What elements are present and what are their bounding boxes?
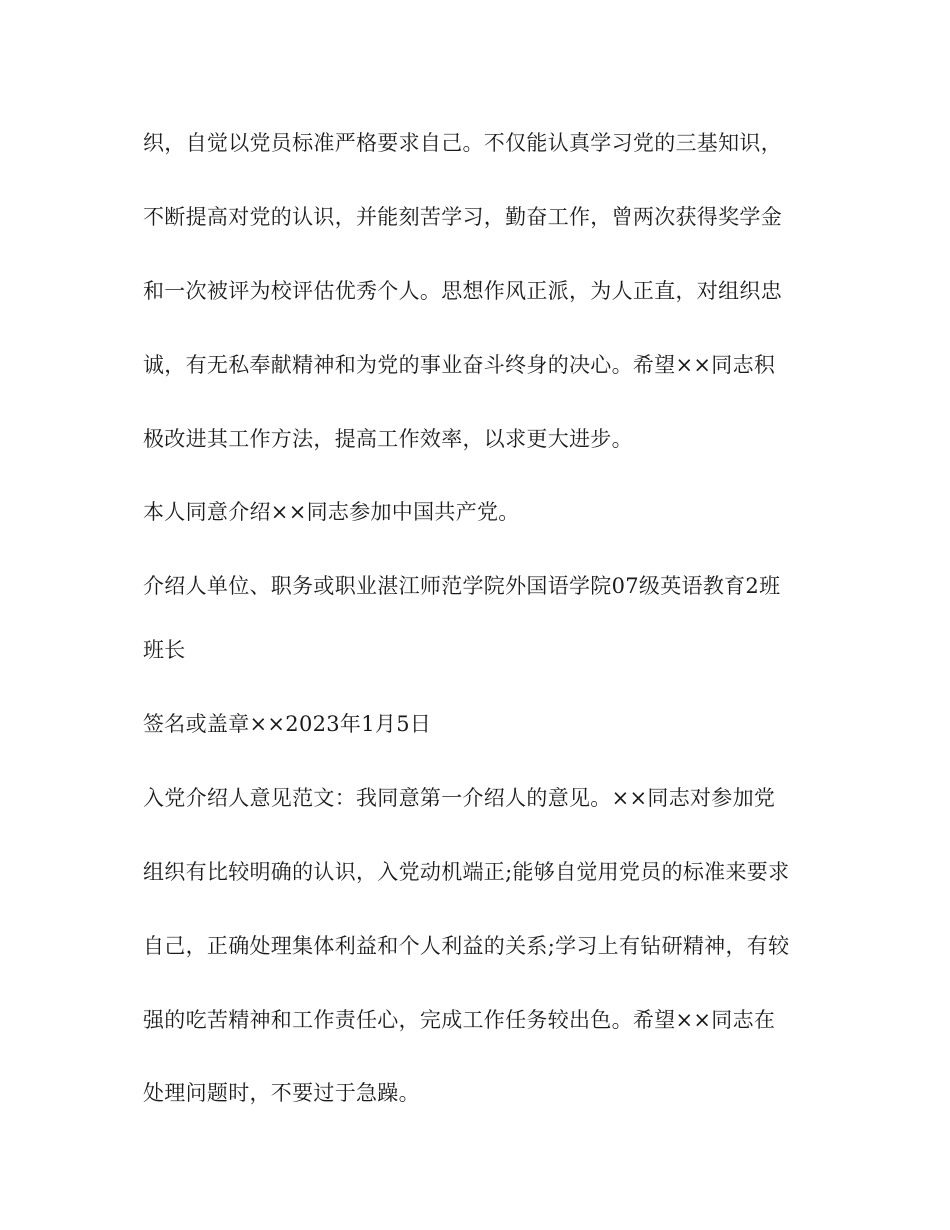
- text-line: 介绍人单位、职务或职业湛江师范学院外国语学院07级英语教育2班: [143, 574, 781, 598]
- text-line: 强的吃苦精神和工作责任心，完成工作任务较出色。希望××同志在: [143, 1008, 776, 1032]
- text-line: 签名或盖章××2023年1月5日: [143, 712, 432, 736]
- text-line: 诚，有无私奉献精神和为党的事业奋斗终身的决心。希望××同志积: [143, 353, 776, 377]
- text-line: 处理问题时，不要过于急躁。: [143, 1081, 420, 1105]
- text-line: 入党介绍人意见范文：我同意第一介绍人的意见。××同志对参加党: [143, 786, 776, 810]
- text-line: 班长: [143, 638, 186, 662]
- text-line: 本人同意介绍××同志参加中国共产党。: [143, 500, 520, 524]
- text-line: 不断提高对党的认识，并能刻苦学习，勤奋工作，曾两次获得奖学金: [143, 205, 782, 229]
- text-line: 自己，正确处理集体利益和个人利益的关系;学习上有钻研精神，有较: [143, 934, 790, 958]
- text-line: 和一次被评为校评估优秀个人。思想作风正派，为人正直，对组织忠: [143, 279, 782, 303]
- text-line: 组织有比较明确的认识，入党动机端正;能够自觉用党员的标准来要求: [143, 860, 790, 884]
- text-line: 极改进其工作方法，提高工作效率，以求更大进步。: [143, 427, 633, 451]
- text-line: 织，自觉以党员标准严格要求自己。不仅能认真学习党的三基知识，: [143, 131, 782, 155]
